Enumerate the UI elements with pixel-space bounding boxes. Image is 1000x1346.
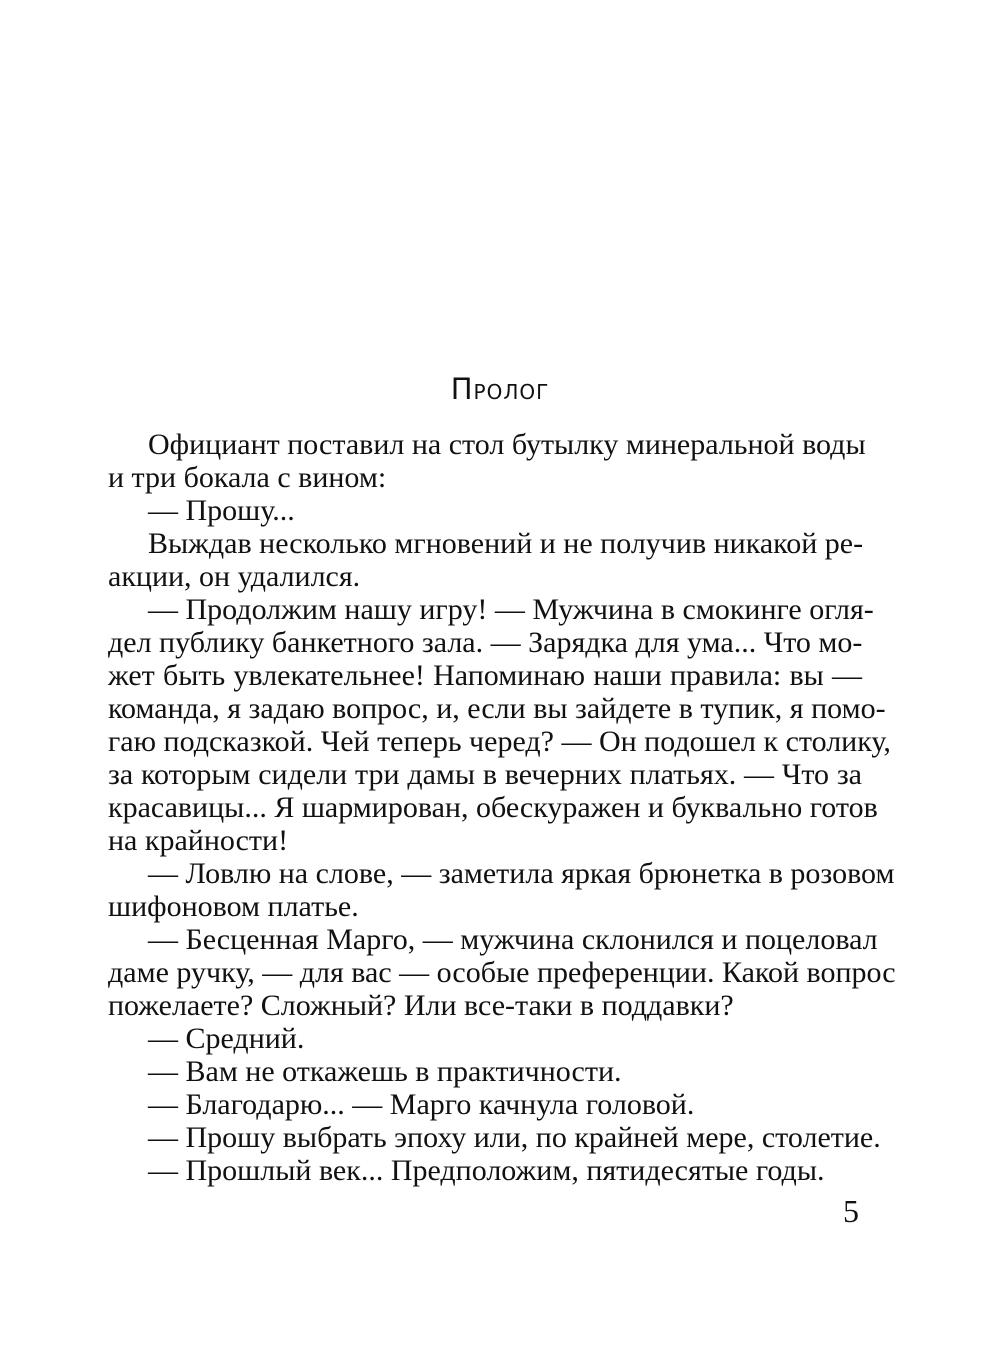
text-line: пожелаете? Сложный? Или все-таки в поддавки? [108, 989, 734, 1022]
text-line: Официант поставил на стол бутылку минеральной воды [148, 428, 866, 461]
text-line: жет быть увлекательнее! Напоминаю наши правила: вы — [108, 659, 862, 692]
text-line: шифоновом платье. [108, 890, 359, 923]
text-line: акции, он удалился. [108, 560, 361, 593]
text-line: Выждав несколько мгновений и не получив никакой ре- [148, 527, 864, 560]
text-line: гаю подсказкой. Чей теперь черед? — Он подошел к столику, [108, 725, 891, 758]
text-line: красавицы... Я шармирован, обескуражен и буквально готов [108, 791, 878, 824]
text-line: — Благодарю... — Марго качнула головой. [148, 1088, 695, 1121]
text-line: за которым сидели три дамы в вечерних платьях. — Что за [108, 758, 862, 791]
text-line: — Средний. [148, 1022, 305, 1055]
text-line: — Прошу... [148, 494, 295, 527]
text-line: команда, я задаю вопрос, и, если вы зайдете в тупик, я помо- [108, 692, 886, 725]
text-line: — Ловлю на слове, — заметила яркая брюнетка в розовом [148, 857, 895, 890]
text-line: — Бесценная Марго, — мужчина склонился и поцеловал [148, 923, 878, 956]
text-line: даме ручку, — для вас — особые преференции. Какой вопрос [108, 956, 896, 989]
chapter-title: Пролог [450, 372, 550, 406]
text-line: — Вам не откажешь в практичности. [148, 1055, 622, 1088]
text-line: — Прошу выбрать эпоху или, по крайней мере, столетие. [148, 1121, 881, 1154]
text-line: на крайности! [108, 824, 289, 857]
text-line: и три бокала с вином: [108, 461, 387, 494]
body-text [108, 428, 896, 1187]
page-number: 5 [843, 1193, 859, 1229]
text-line: дел публику банкетного зала. — Зарядка для ума... Что мо- [108, 626, 863, 659]
text-line: — Продолжим нашу игру! — Мужчина в смокинге огля- [148, 593, 874, 626]
text-line: — Прошлый век... Предположим, пятидесятые годы. [148, 1154, 825, 1187]
